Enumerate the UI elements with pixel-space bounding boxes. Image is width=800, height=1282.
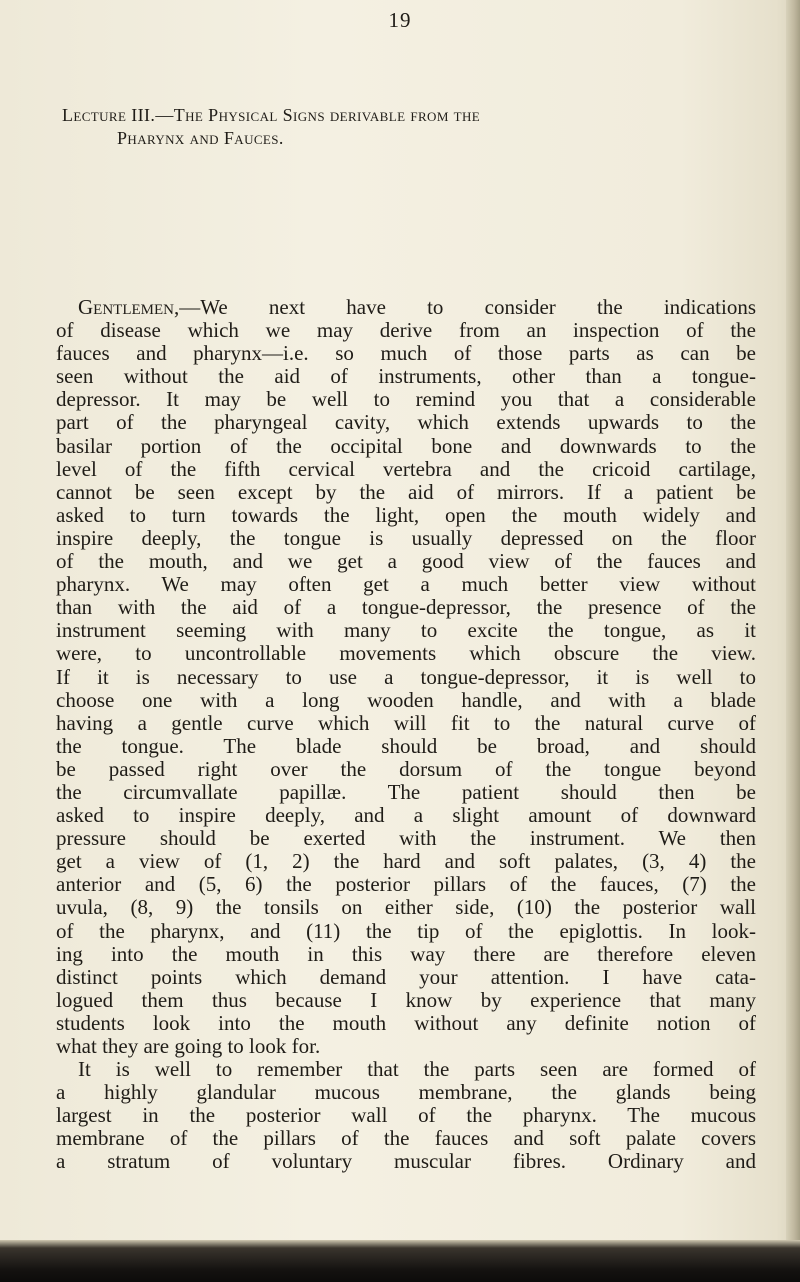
text-line: It is well to remember that the parts seen are formed of — [78, 1057, 756, 1082]
text-line: part of the pharyngeal cavity, which extends upwards to the — [56, 410, 756, 435]
page-number: 19 — [388, 8, 412, 32]
text-line: depressor. It may be well to remind you that a considerable — [56, 387, 756, 412]
text-line: asked to inspire deeply, and a slight amount of downward — [56, 803, 756, 828]
text-line: students look into the mouth without any definite notion of — [56, 1010, 756, 1035]
text-line-content: —We next have to consider the indications — [179, 295, 756, 319]
lecture-heading — [62, 104, 762, 150]
text-line: logued them thus because I know by experience that many — [56, 987, 756, 1012]
text-line: of the mouth, and we get a good view of the fauces and — [56, 549, 756, 574]
text-line: were, to uncontrollable movements which obscure the view. — [56, 641, 756, 666]
text-line: pressure should be exerted with the instrument. We then — [56, 826, 756, 851]
text-line: membrane of the pillars of the fauces and soft palate covers — [56, 1126, 756, 1151]
text-line: anterior and (5, 6) the posterior pillars of the fauces, (7) the — [56, 872, 756, 897]
text-line: uvula, (8, 9) the tonsils on either side, (10) the posterior wall — [56, 895, 756, 920]
salutation: Gentlemen, — [78, 295, 180, 319]
text-line: than with the aid of a tongue-depressor, the presence of the — [56, 595, 756, 620]
text-line: fauces and pharynx—i.e. so much of those parts as can be — [56, 341, 756, 366]
text-line: a highly glandular mucous membrane, the glands being — [56, 1080, 756, 1105]
text-line: of the pharynx, and (11) the tip of the epiglottis. In look- — [56, 918, 756, 943]
text-line: a stratum of voluntary muscular fibres. Ordinary and — [56, 1149, 756, 1174]
heading-line-2: Pharynx and Fauces. — [117, 128, 284, 148]
page-edge-shadow — [786, 0, 800, 1282]
text-line: ing into the mouth in this way there are therefore eleven — [56, 941, 756, 966]
text-line: distinct points which demand your attention. I have cata- — [56, 964, 756, 989]
body-text — [56, 296, 756, 1174]
text-line: having a gentle curve which will fit to the natural curve of — [56, 710, 756, 735]
text-line: be passed right over the dorsum of the tongue beyond — [56, 756, 756, 781]
text-line: asked to turn towards the light, open the mouth widely and — [56, 502, 756, 527]
scan-bottom-edge — [0, 1240, 800, 1282]
text-line: seen without the aid of instruments, other than a tongue- — [56, 364, 756, 389]
text-line: get a view of (1, 2) the hard and soft palates, (3, 4) the — [56, 849, 756, 874]
text-line: instrument seeming with many to excite the tongue, as it — [56, 618, 756, 643]
text-line: the tongue. The blade should be broad, and should — [56, 733, 756, 758]
text-line: level of the fifth cervical vertebra and the cricoid cartilage, — [56, 456, 756, 481]
text-line: the circumvallate papillæ. The patient should then be — [56, 779, 756, 804]
text-line: cannot be seen except by the aid of mirrors. If a patient be — [56, 479, 756, 504]
text-line — [56, 296, 756, 319]
heading-line-1: Lecture III.—The Physical Signs derivable from the — [62, 105, 481, 125]
text-line: choose one with a long wooden handle, and with a blade — [56, 687, 756, 712]
text-line: largest in the posterior wall of the pharynx. The mucous — [56, 1103, 756, 1128]
text-line: pharynx. We may often get a much better view without — [56, 572, 756, 597]
text-line: what they are going to look for. — [56, 1034, 321, 1058]
text-line: of disease which we may derive from an inspection of the — [56, 318, 756, 343]
text-line: inspire deeply, the tongue is usually depressed on the floor — [56, 525, 756, 550]
text-line: If it is necessary to use a tongue-depressor, it is well to — [56, 664, 756, 689]
text-line: basilar portion of the occipital bone and downwards to the — [56, 433, 756, 458]
